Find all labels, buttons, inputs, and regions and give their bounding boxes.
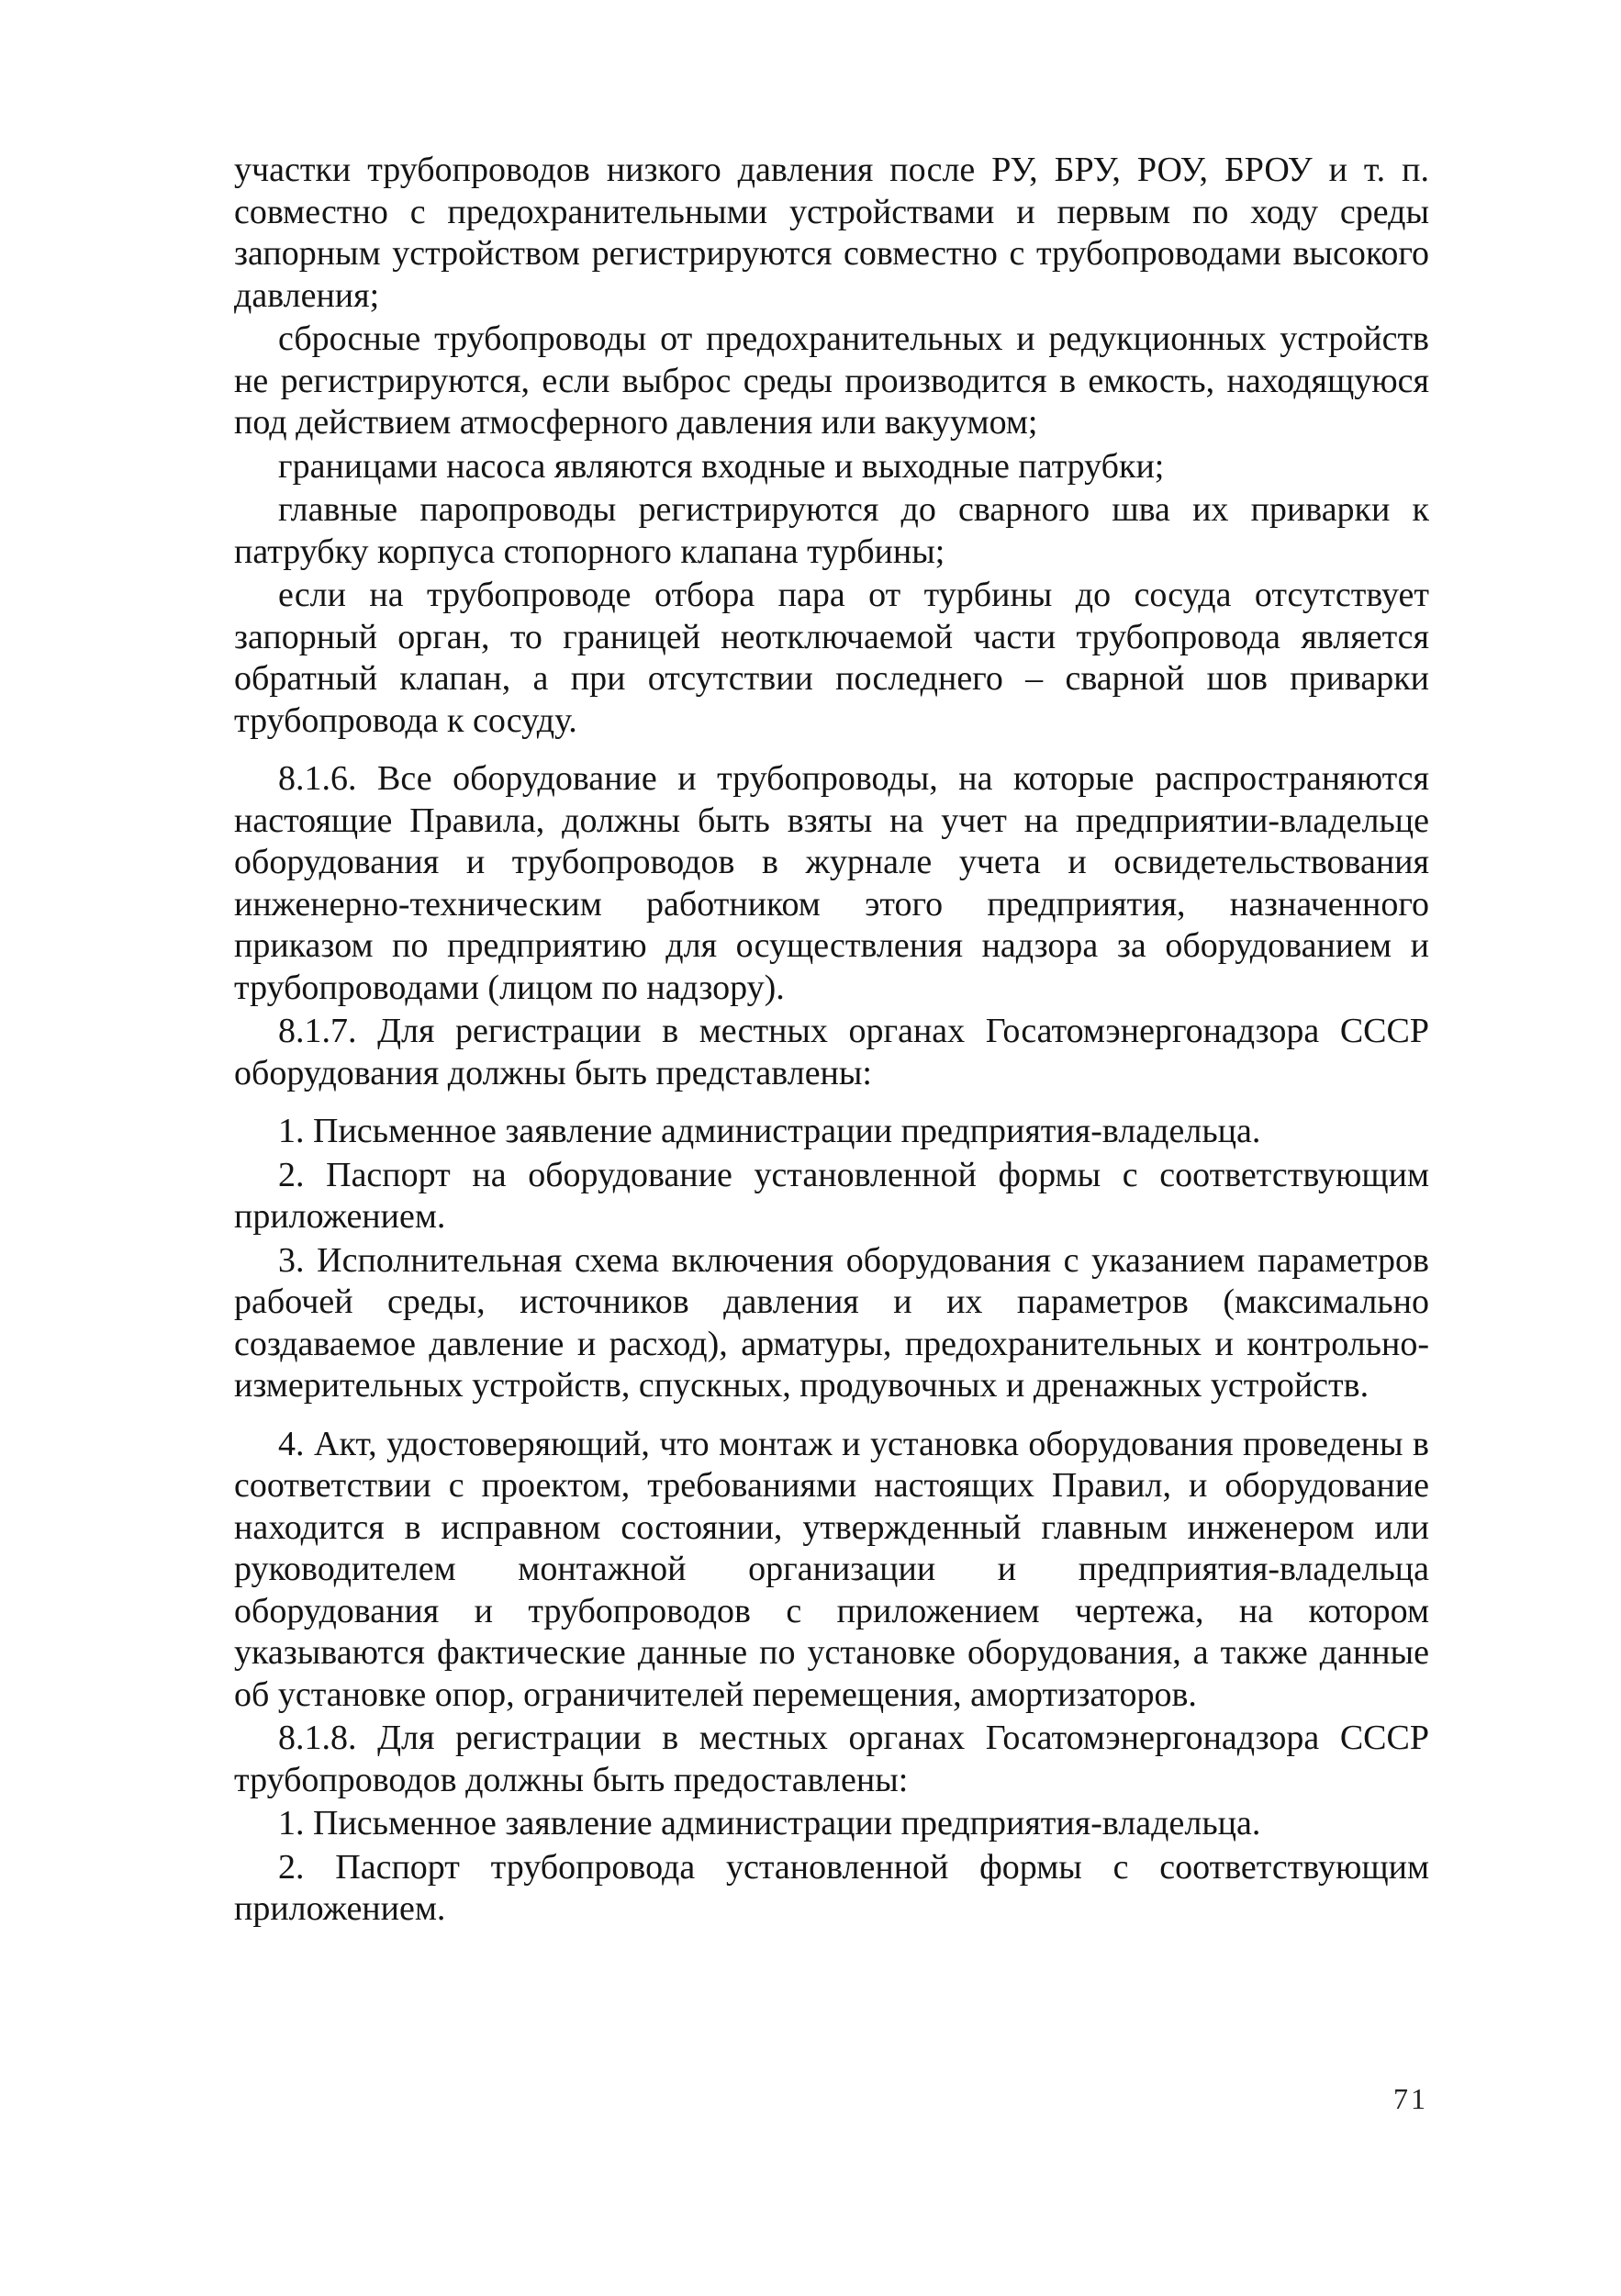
list-item-pipeline-1: 1. Письменное заявление администрации предприятия-владельца. [278,1804,1261,1842]
paragraph-main-steam-lines: главные паропроводы регистрируются до сварного шва их приварки к патрубку корпуса стопорного клапана турбины; [234,490,1429,571]
list-item-equipment-3: 3. Исполнительная схема включения оборудования с указанием параметров рабочей среды, источников давления и их параметров (максимально создаваемое давление и расход), арматуры, предохранительных и контрольно-измерительных устройств, спускных, продувочных и дренажных устройств. [234,1240,1429,1405]
page-number: 71 [1393,2082,1428,2115]
list-item-equipment-1: 1. Письменное заявление администрации предприятия-владельца. [278,1112,1261,1150]
paragraph-relief-pipelines: сбросные трубопроводы от предохранительных и редукционных устройств не регистрируются, если выброс среды производится в емкость, находящуюся под действием атмосферного давления или вакуумом; [234,319,1429,442]
list-item-pipeline-2: 2. Паспорт трубопровода установленной формы с соответствующим приложением. [234,1847,1429,1928]
paragraph-pump-boundaries: границами насоса являются входные и выходные патрубки; [278,446,1165,486]
clause-8-1-6: 8.1.6. Все оборудование и трубопроводы, на которые распространяются настоящие Правила, должны быть взяты на учет на предприятии-владельце оборудования и трубопроводов в журнале учета и освидетельствования инженерно-техническим работником этого предприятия, назначенного приказом по предприятию для осуществления надзора за оборудованием и трубопроводами (лицом по надзору). [234,759,1429,1007]
clause-8-1-7: 8.1.7. Для регистрации в местных органах Госатомэнергонадзора СССР оборудования должны быть представлены: [234,1012,1429,1092]
paragraph-low-pressure-sections: участки трубопроводов низкого давления после РУ, БРУ, РОУ, БРОУ и т. п. совместно с предохранительными устройствами и первым по ходу среды запорным устройством регистрируются совместно с трубопроводами высокого давления; [234,151,1429,315]
list-item-equipment-2: 2. Паспорт на оборудование установленной формы с соответствующим приложением. [234,1155,1429,1236]
clause-8-1-8: 8.1.8. Для регистрации в местных органах Госатомэнергонадзора СССР трубопроводов должны быть предоставлены: [234,1719,1429,1799]
list-item-equipment-4: 4. Акт, удостоверяющий, что монтаж и установка оборудования проведены в соответствии с проектом, требованиями настоящих Правил, и оборудование находится в исправном состоянии, утвержденный главным инженером или руководителем монтажной организации и предприятия-владельца оборудования и трубопроводов с приложением чертежа, на котором указываются фактические данные по установке оборудования, а также данные об установке опор, ограничителей перемещения, амортизаторов. [234,1424,1429,1714]
body-text [234,150,1429,1932]
paragraph-extraction-pipeline: если на трубопроводе отбора пара от турбины до сосуда отсутствует запорный орган, то границей неотключаемой части трубопровода является обратный клапан, а при отсутствии последнего – сварной шов приварки трубопровода к сосуду. [234,576,1429,740]
